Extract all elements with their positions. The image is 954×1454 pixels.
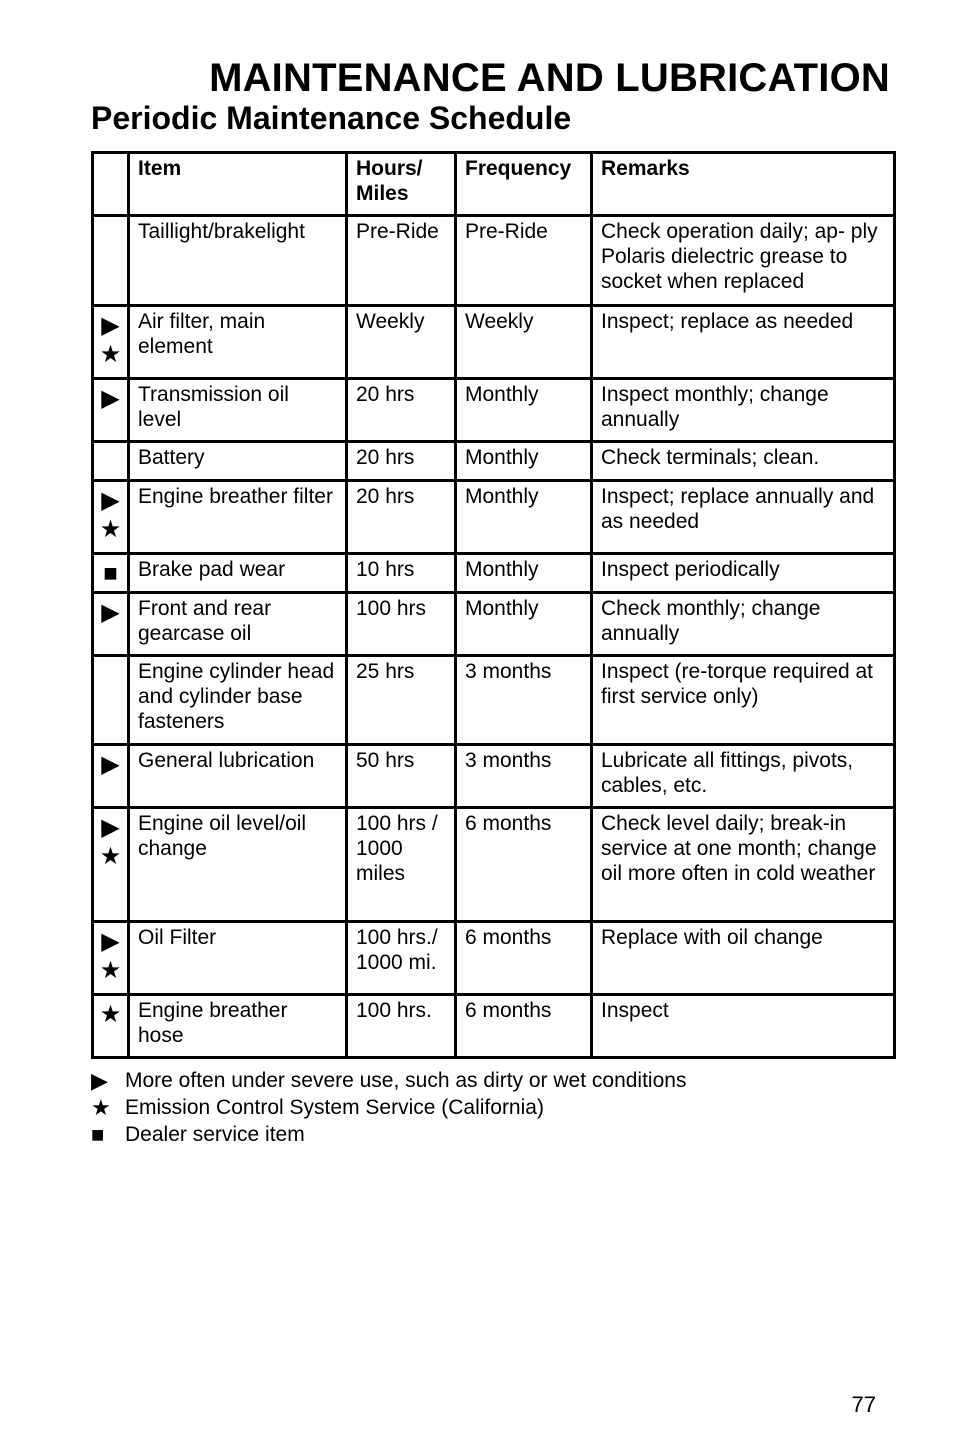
hours-cell: Pre-Ride: [347, 216, 456, 306]
hours-cell: 10 hrs: [347, 554, 456, 593]
frequency-cell: Monthly: [456, 481, 592, 554]
remarks-cell: Check level daily; break-in service at one month; change oil more often in cold weather: [592, 808, 895, 922]
remarks-cell: Inspect: [592, 995, 895, 1058]
section-title: Periodic Maintenance Schedule: [91, 100, 572, 136]
severe-use-arrow-icon: ▶: [101, 928, 120, 955]
item-cell: General lubrication: [129, 745, 347, 808]
severe-use-arrow-icon: ▶: [101, 312, 120, 339]
emission-star-icon: ★: [99, 516, 122, 543]
hours-cell: 20 hrs: [347, 481, 456, 554]
frequency-cell: Monthly: [456, 593, 592, 656]
table-row: [93, 995, 895, 1058]
table-row: [93, 656, 895, 745]
item-cell: Engine breather filter: [129, 481, 347, 554]
remarks-cell: Check monthly; change annually: [592, 593, 895, 656]
hours-cell: 100 hrs.: [347, 995, 456, 1058]
hours-cell: 50 hrs: [347, 745, 456, 808]
page-number: 77: [851, 1392, 876, 1417]
severe-use-arrow-icon: ▶: [101, 751, 120, 778]
symbol-cell: [93, 554, 129, 593]
table-row: [93, 216, 895, 306]
emission-star-icon: ★: [99, 341, 122, 368]
page-title: MAINTENANCE AND LUBRICATION: [209, 56, 890, 100]
item-cell: Engine cylinder head and cylinder base fasteners: [129, 656, 347, 745]
remarks-column-header: Remarks: [592, 153, 895, 216]
table-row: [93, 442, 895, 481]
severe-use-arrow-icon: ▶: [101, 814, 120, 841]
legend-item: [91, 1067, 686, 1094]
frequency-cell: 6 months: [456, 995, 592, 1058]
item-cell: Taillight/brakelight: [129, 216, 347, 306]
symbol-legend: [91, 1067, 686, 1148]
dealer-square-icon: ■: [91, 1122, 105, 1147]
symbol-column-header: [93, 153, 129, 216]
remarks-cell: Lubricate all fittings, pivots, cables, etc.: [592, 745, 895, 808]
hours-cell: 100 hrs / 1000 miles: [347, 808, 456, 922]
frequency-cell: 3 months: [456, 656, 592, 745]
table-row: [93, 922, 895, 995]
symbol-cell: [93, 481, 129, 554]
item-cell: Oil Filter: [129, 922, 347, 995]
symbol-cell: [93, 593, 129, 656]
item-cell: Brake pad wear: [129, 554, 347, 593]
hours-cell: 100 hrs./ 1000 mi.: [347, 922, 456, 995]
severe-use-arrow-icon: ▶: [91, 1068, 108, 1093]
remarks-cell: Replace with oil change: [592, 922, 895, 995]
remarks-cell: Inspect monthly; change annually: [592, 379, 895, 442]
table-header-row: [93, 153, 895, 216]
remarks-cell: Inspect; replace as needed: [592, 306, 895, 379]
legend-text: More often under severe use, such as dirty or wet conditions: [125, 1069, 687, 1092]
emission-star-icon: ★: [99, 957, 122, 984]
remarks-cell: Inspect periodically: [592, 554, 895, 593]
table-row: [93, 808, 895, 922]
legend-item: [91, 1121, 686, 1148]
item-cell: Front and rear gearcase oil: [129, 593, 347, 656]
symbol-cell: [93, 216, 129, 306]
schedule-body: [93, 216, 895, 1058]
legend-text: Emission Control System Service (California): [125, 1096, 544, 1119]
legend-text: Dealer service item: [125, 1123, 305, 1146]
maintenance-schedule-table: [91, 151, 896, 1059]
dealer-square-icon: ■: [103, 560, 118, 587]
frequency-cell: Monthly: [456, 442, 592, 481]
frequency-cell: Monthly: [456, 554, 592, 593]
symbol-cell: [93, 306, 129, 379]
item-cell: Air filter, main element: [129, 306, 347, 379]
hours-cell: Weekly: [347, 306, 456, 379]
frequency-cell: Monthly: [456, 379, 592, 442]
emission-star-icon: ★: [99, 1001, 122, 1028]
remarks-cell: Inspect (re-torque required at first service only): [592, 656, 895, 745]
table-row: [93, 481, 895, 554]
hours-cell: 25 hrs: [347, 656, 456, 745]
remarks-cell: Inspect; replace annually and as needed: [592, 481, 895, 554]
remarks-cell: Check terminals; clean.: [592, 442, 895, 481]
legend-item: [91, 1094, 686, 1121]
item-cell: Engine oil level/oil change: [129, 808, 347, 922]
table-row: [93, 306, 895, 379]
frequency-cell: 6 months: [456, 808, 592, 922]
table-row: [93, 379, 895, 442]
severe-use-arrow-icon: ▶: [101, 487, 120, 514]
symbol-cell: [93, 379, 129, 442]
item-column-header: Item: [129, 153, 347, 216]
emission-star-icon: ★: [91, 1095, 111, 1120]
remarks-cell: Check operation daily; ap- ply Polaris dielectric grease to socket when replaced: [592, 216, 895, 306]
hours-column-header: Hours/ Miles: [347, 153, 456, 216]
item-cell: Transmission oil level: [129, 379, 347, 442]
hours-cell: 20 hrs: [347, 379, 456, 442]
frequency-cell: 6 months: [456, 922, 592, 995]
hours-cell: 20 hrs: [347, 442, 456, 481]
table-row: [93, 554, 895, 593]
emission-star-icon: ★: [99, 843, 122, 870]
frequency-column-header: Frequency: [456, 153, 592, 216]
symbol-cell: [93, 442, 129, 481]
symbol-cell: [93, 808, 129, 922]
symbol-cell: [93, 656, 129, 745]
severe-use-arrow-icon: ▶: [101, 385, 120, 412]
hours-cell: 100 hrs: [347, 593, 456, 656]
symbol-cell: [93, 995, 129, 1058]
frequency-cell: 3 months: [456, 745, 592, 808]
table-row: [93, 745, 895, 808]
frequency-cell: Pre-Ride: [456, 216, 592, 306]
symbol-cell: [93, 922, 129, 995]
severe-use-arrow-icon: ▶: [101, 599, 120, 626]
item-cell: Battery: [129, 442, 347, 481]
table-row: [93, 593, 895, 656]
frequency-cell: Weekly: [456, 306, 592, 379]
symbol-cell: [93, 745, 129, 808]
item-cell: Engine breather hose: [129, 995, 347, 1058]
